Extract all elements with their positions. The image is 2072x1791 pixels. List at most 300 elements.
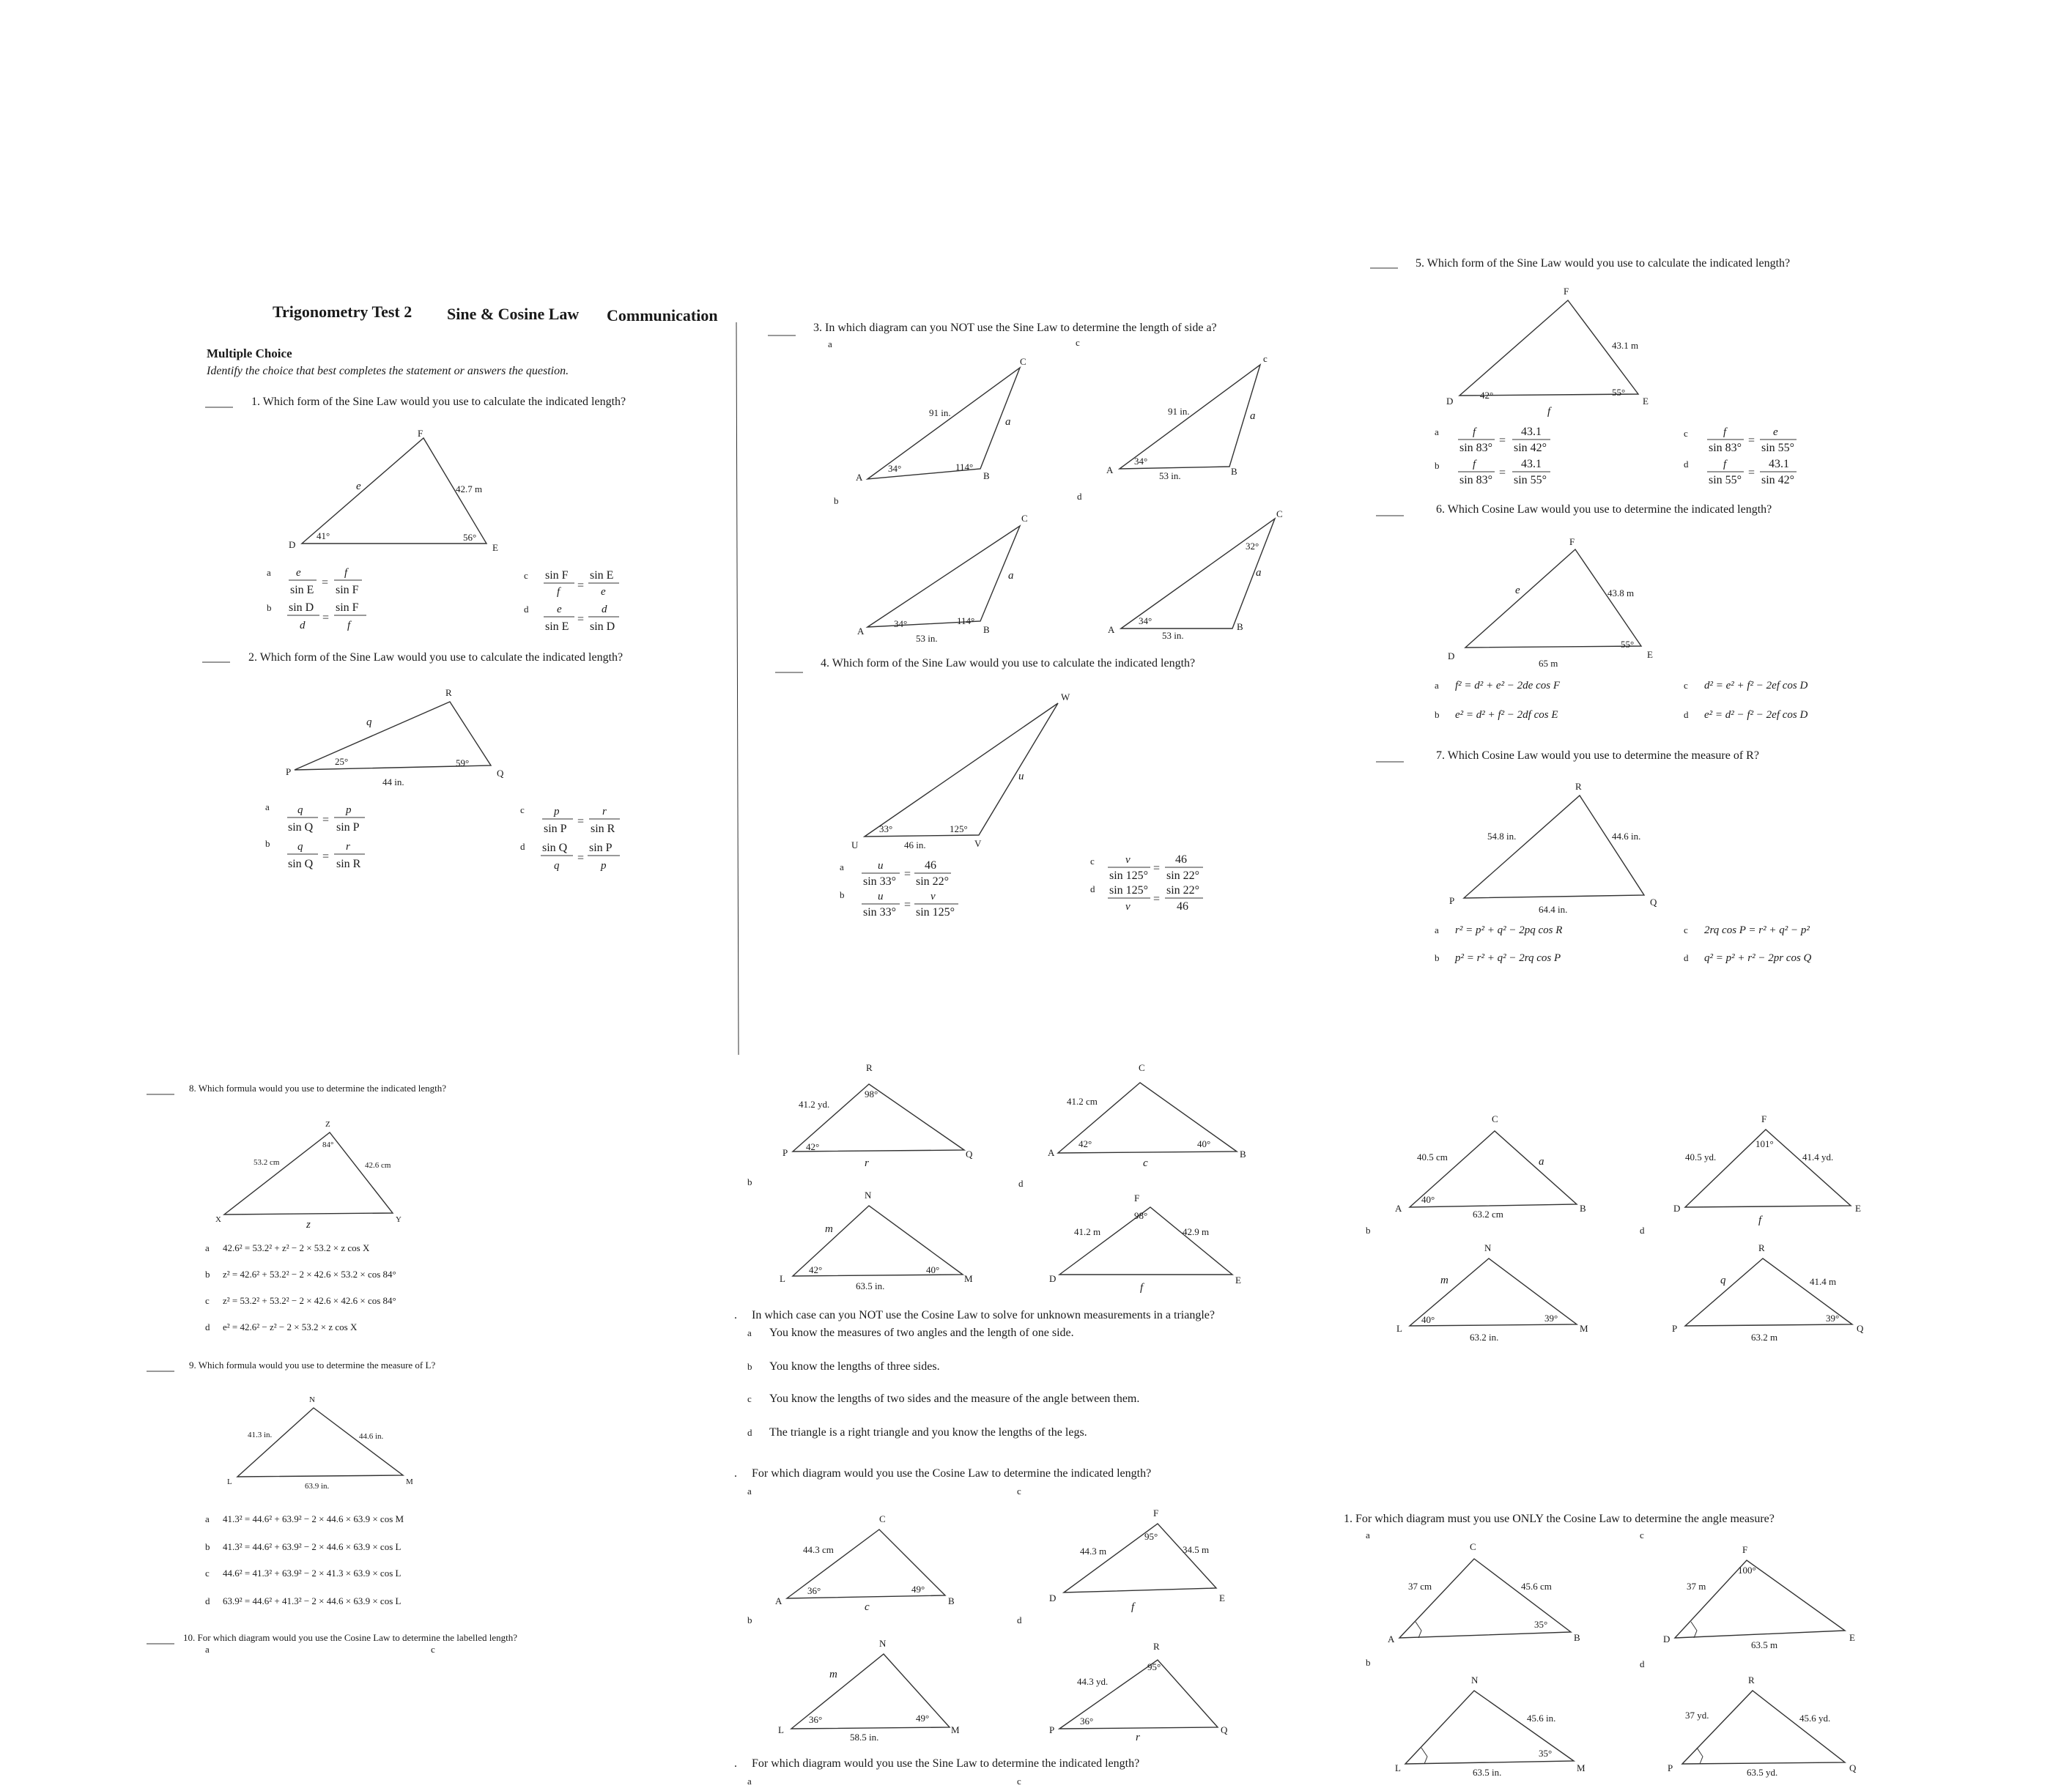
- svg-text:M: M: [1577, 1762, 1586, 1773]
- svg-text:sin 33°: sin 33°: [863, 875, 897, 888]
- svg-text:p: p: [346, 804, 352, 816]
- svg-text:c: c: [1263, 353, 1268, 364]
- svg-text:b: b: [840, 889, 845, 900]
- svg-text:P: P: [1668, 1762, 1673, 1773]
- svg-text:sin Q: sin Q: [288, 858, 314, 870]
- side-length: 53 in.: [1159, 470, 1181, 481]
- svg-text:43.1: 43.1: [1769, 458, 1789, 470]
- svg-text:sin 22°: sin 22°: [916, 875, 950, 888]
- triangle-diagram: [1675, 1560, 1845, 1638]
- svg-text:sin Q: sin Q: [288, 821, 314, 834]
- side-length: 64.4 in.: [1539, 904, 1568, 915]
- svg-text:a: a: [1435, 924, 1439, 935]
- svg-text:f: f: [557, 586, 560, 598]
- svg-text:E: E: [1235, 1275, 1241, 1286]
- svg-text:c: c: [865, 1601, 870, 1613]
- svg-text:c: c: [1684, 924, 1688, 935]
- svg-text:d: d: [1077, 491, 1082, 502]
- svg-text:b: b: [1435, 460, 1440, 471]
- question-6: [1376, 503, 1808, 721]
- svg-text:F: F: [1761, 1113, 1767, 1124]
- svg-text:B: B: [983, 470, 990, 481]
- svg-text:N: N: [865, 1190, 872, 1201]
- vertex-label: D: [289, 539, 296, 550]
- side-length: 40.5 cm: [1417, 1152, 1448, 1163]
- side-length: 53 in.: [1162, 630, 1184, 641]
- svg-text:L: L: [227, 1477, 232, 1486]
- angle-label: 25°: [335, 756, 349, 767]
- svg-text:=: =: [577, 815, 585, 828]
- svg-text:36°: 36°: [809, 1714, 823, 1725]
- svg-text:sin P: sin P: [589, 842, 613, 854]
- vertex-label: R: [445, 687, 452, 698]
- question-15: [1344, 1513, 1857, 1778]
- svg-text:c: c: [1684, 680, 1688, 691]
- svg-text:sin 125°: sin 125°: [1109, 869, 1149, 882]
- choice-c[interactable]: d² = e² + f² − 2ef cos D: [1704, 680, 1808, 691]
- svg-text:a: a: [1008, 570, 1014, 582]
- svg-text:d: d: [300, 620, 306, 631]
- side-length: 44.6 in.: [1612, 831, 1641, 842]
- svg-text:sin 125°: sin 125°: [1109, 884, 1149, 897]
- choice-d[interactable]: e² = 42.6² − z² − 2 × 53.2 × z cos X: [223, 1321, 358, 1332]
- svg-text:42°: 42°: [806, 1141, 820, 1152]
- svg-text:P: P: [1049, 1724, 1055, 1735]
- side-length: 45.6 yd.: [1799, 1713, 1831, 1724]
- svg-text:35°: 35°: [1539, 1748, 1553, 1759]
- test-title: Trigonometry Test 2: [273, 303, 412, 321]
- choice-d[interactable]: e² = d² − f² − 2ef cos D: [1704, 709, 1808, 721]
- svg-text:C: C: [1021, 513, 1028, 524]
- svg-text:sin F: sin F: [545, 569, 569, 582]
- svg-text:sin D: sin D: [289, 601, 314, 614]
- side-length: 63.5 yd.: [1747, 1767, 1778, 1778]
- svg-text:sin 125°: sin 125°: [916, 906, 955, 919]
- svg-text:sin E: sin E: [290, 584, 314, 596]
- svg-text:=: =: [1748, 467, 1755, 479]
- svg-text:B: B: [1580, 1203, 1586, 1214]
- svg-text:f: f: [1723, 426, 1727, 438]
- svg-text:c: c: [1017, 1486, 1021, 1497]
- svg-text:f: f: [1131, 1601, 1135, 1613]
- svg-text:a: a: [1539, 1156, 1544, 1168]
- svg-text:v: v: [1125, 854, 1131, 866]
- svg-text:95°: 95°: [1144, 1531, 1158, 1542]
- svg-text:Z: Z: [325, 1120, 330, 1129]
- svg-text:sin D: sin D: [590, 620, 615, 633]
- svg-text:R: R: [1153, 1641, 1160, 1652]
- angle-label: 56°: [463, 532, 477, 543]
- angle-label: 55°: [1621, 639, 1635, 650]
- choice-b[interactable]: e² = d² + f² − 2df cos E: [1455, 709, 1558, 721]
- svg-text:F: F: [1569, 536, 1575, 547]
- svg-text:Q: Q: [966, 1149, 973, 1160]
- svg-text:A: A: [1395, 1203, 1402, 1214]
- svg-text:D: D: [1673, 1203, 1681, 1214]
- question-prompt: 6. Which Cosine Law would you use to determine the indicated length?: [1436, 503, 1772, 516]
- svg-text:f: f: [1140, 1282, 1144, 1294]
- svg-text:39°: 39°: [1544, 1313, 1558, 1324]
- svg-text:A: A: [1106, 464, 1114, 475]
- svg-text:=: =: [1499, 434, 1506, 447]
- svg-text:sin F: sin F: [336, 601, 359, 614]
- svg-text:c: c: [747, 1393, 752, 1404]
- svg-text:d: d: [1684, 952, 1689, 963]
- angle-label: 114°: [955, 461, 974, 472]
- side-length: 63.5 m: [1751, 1639, 1778, 1650]
- question-prompt: 1. For which diagram must you use ONLY the Cosine Law to determine the angle measure?: [1344, 1513, 1775, 1525]
- test-section: Communication: [607, 306, 718, 325]
- side-length: 41.4 yd.: [1802, 1152, 1834, 1163]
- svg-text:40°: 40°: [1197, 1138, 1211, 1149]
- question-prompt: 5. Which form of the Sine Law would you use to calculate the indicated length?: [1416, 257, 1791, 270]
- side-length: 63.2 cm: [1473, 1209, 1503, 1220]
- svg-text:c: c: [520, 804, 525, 815]
- svg-text:C: C: [879, 1513, 886, 1524]
- svg-text:W: W: [1061, 691, 1070, 702]
- question-7: [1376, 749, 1812, 964]
- question-prompt: In which case can you NOT use the Cosine Law to solve for unknown measurements in a triangle?: [752, 1309, 1215, 1321]
- svg-text:d: d: [1684, 459, 1689, 470]
- question-prompt: For which diagram would you use the Sine Law to determine the indicated length?: [752, 1757, 1140, 1770]
- svg-text:sin 83°: sin 83°: [1459, 474, 1493, 486]
- svg-text:c: c: [1684, 428, 1688, 439]
- choice-a[interactable]: r² = p² + q² − 2pq cos R: [1455, 924, 1563, 936]
- svg-text:d: d: [520, 841, 525, 852]
- question-12: [734, 1467, 1228, 1743]
- svg-text:43.1: 43.1: [1521, 426, 1542, 438]
- choice-a[interactable]: f² = d² + e² − 2de cos F: [1455, 680, 1560, 691]
- svg-text:D: D: [1049, 1592, 1057, 1603]
- svg-text:B: B: [1574, 1632, 1580, 1643]
- svg-text:C: C: [1020, 356, 1026, 367]
- svg-text:sin 22°: sin 22°: [1166, 869, 1200, 882]
- svg-text:f: f: [347, 620, 351, 631]
- svg-text:39°: 39°: [1826, 1313, 1840, 1324]
- svg-text:e: e: [557, 604, 562, 615]
- svg-text:p: p: [601, 860, 607, 872]
- svg-text:d: d: [747, 1427, 752, 1438]
- svg-text:=: =: [904, 899, 911, 911]
- question-13: [734, 1757, 1139, 1787]
- choice-c[interactable]: 44.6² = 41.3² + 63.9² − 2 × 41.3 × 63.9 × cos L: [223, 1568, 402, 1579]
- svg-text:b: b: [834, 495, 839, 506]
- svg-text:a: a: [1250, 410, 1256, 422]
- svg-text:c: c: [205, 1568, 210, 1579]
- svg-text:r: r: [1136, 1732, 1140, 1743]
- svg-text:sin 83°: sin 83°: [1709, 442, 1742, 454]
- triangle-diagram: [1464, 796, 1644, 898]
- svg-text:L: L: [778, 1724, 784, 1735]
- side-length: 44.3 cm: [803, 1544, 834, 1555]
- svg-text:.: .: [734, 1309, 737, 1321]
- svg-text:Q: Q: [1849, 1762, 1857, 1773]
- svg-text:c: c: [1143, 1157, 1148, 1169]
- svg-text:Q: Q: [1857, 1323, 1864, 1334]
- choice-c[interactable]: 2rq cos P = r² + q² − p²: [1704, 924, 1810, 936]
- svg-text:X: X: [215, 1215, 221, 1224]
- svg-text:.: .: [734, 1467, 737, 1480]
- svg-text:F: F: [1742, 1544, 1748, 1555]
- svg-text:C: C: [1492, 1113, 1498, 1124]
- svg-text:sin 55°: sin 55°: [1709, 474, 1742, 486]
- side-length: 91 in.: [929, 407, 951, 418]
- svg-text:46: 46: [1177, 900, 1188, 913]
- triangle-diagram: [1682, 1691, 1845, 1764]
- side-length: 53.2 cm: [254, 1158, 280, 1167]
- angle-label: 84°: [322, 1141, 334, 1149]
- svg-text:a: a: [828, 338, 832, 349]
- svg-text:A: A: [1388, 1634, 1395, 1644]
- svg-text:sin 33°: sin 33°: [863, 906, 897, 919]
- svg-text:f: f: [1723, 459, 1727, 470]
- triangle-diagram: [867, 526, 1020, 627]
- svg-text:N: N: [1484, 1242, 1492, 1253]
- svg-text:B: B: [1237, 621, 1243, 632]
- svg-text:M: M: [406, 1477, 413, 1486]
- svg-text:Y: Y: [396, 1215, 402, 1224]
- svg-text:98°: 98°: [865, 1089, 878, 1100]
- svg-text:sin F: sin F: [336, 584, 359, 596]
- svg-text:Q: Q: [1221, 1724, 1228, 1735]
- svg-text:d: d: [602, 604, 607, 615]
- svg-text:m: m: [829, 1669, 837, 1680]
- side-length: 37 cm: [1408, 1581, 1432, 1592]
- svg-text:b: b: [1366, 1657, 1371, 1668]
- svg-text:=: =: [577, 852, 585, 864]
- svg-text:d: d: [1017, 1614, 1022, 1625]
- svg-text:c: c: [205, 1295, 210, 1306]
- choice-c[interactable]: z² = 53.2² + 53.2² − 2 × 42.6 × 42.6 × cos 84°: [223, 1295, 396, 1306]
- svg-text:95°: 95°: [1147, 1661, 1161, 1672]
- side-length: 44.3 yd.: [1077, 1676, 1109, 1687]
- svg-text:F: F: [1134, 1193, 1140, 1204]
- svg-text:D: D: [1446, 396, 1454, 407]
- svg-text:M: M: [964, 1273, 973, 1284]
- side-length: 44 in.: [382, 776, 404, 787]
- svg-text:B: B: [983, 624, 990, 635]
- svg-text:sin 42°: sin 42°: [1514, 442, 1547, 454]
- svg-text:a: a: [1435, 426, 1439, 437]
- svg-text:r: r: [346, 841, 350, 853]
- svg-text:49°: 49°: [911, 1584, 925, 1595]
- triangle-diagram: [1465, 549, 1641, 648]
- svg-text:f: f: [344, 567, 348, 579]
- svg-text:P: P: [1672, 1323, 1678, 1334]
- svg-text:e: e: [1773, 426, 1778, 438]
- svg-text:e: e: [601, 586, 606, 598]
- svg-text:A: A: [1048, 1147, 1055, 1158]
- svg-text:a: a: [205, 1513, 210, 1524]
- question-3: [768, 322, 1283, 644]
- svg-text:P: P: [782, 1147, 788, 1158]
- svg-text:r: r: [602, 806, 607, 817]
- svg-text:b: b: [265, 838, 270, 849]
- side-length: 41.2 m: [1074, 1226, 1101, 1237]
- svg-text:f: f: [1758, 1215, 1762, 1226]
- angle-label: 55°: [1612, 387, 1626, 398]
- svg-text:b: b: [205, 1269, 210, 1280]
- angle-label: 125°: [950, 823, 968, 834]
- svg-text:sin P: sin P: [544, 823, 567, 835]
- choice-d[interactable]: 63.9² = 44.6² + 41.3² − 2 × 44.6 × 63.9 × cos L: [223, 1595, 402, 1606]
- svg-text:E: E: [1643, 396, 1649, 407]
- choice-a[interactable]: You know the measures of two angles and the length of one side.: [769, 1327, 1074, 1339]
- side-length: 53 in.: [916, 633, 938, 644]
- choice-b[interactable]: p² = r² + q² − 2rq cos P: [1455, 952, 1561, 964]
- side-length: 34.5 m: [1183, 1544, 1210, 1555]
- choice-a[interactable]: 41.3² = 44.6² + 63.9² − 2 × 44.6 × 63.9 × cos M: [223, 1513, 404, 1524]
- svg-text:40°: 40°: [926, 1264, 940, 1275]
- svg-text:N: N: [309, 1395, 315, 1404]
- choice-b[interactable]: You know the lengths of three sides.: [769, 1360, 940, 1373]
- side-length: 41.2 yd.: [799, 1099, 830, 1110]
- svg-text:A: A: [1108, 624, 1115, 635]
- svg-text:A: A: [856, 472, 863, 483]
- side-length: 37 m: [1687, 1581, 1706, 1592]
- triangle-diagram: [224, 1132, 393, 1215]
- triangle-diagram: [1120, 365, 1260, 469]
- choice-d[interactable]: The triangle is a right triangle and you know the lengths of the legs.: [769, 1426, 1087, 1439]
- svg-text:C: C: [1139, 1062, 1145, 1073]
- vertex-label: Q: [497, 768, 504, 779]
- svg-text:36°: 36°: [807, 1585, 821, 1596]
- side-label: e: [356, 481, 361, 492]
- svg-text:L: L: [1395, 1762, 1401, 1773]
- angle-label: 59°: [456, 757, 470, 768]
- svg-text:c: c: [1090, 856, 1095, 867]
- question-8: [147, 1083, 446, 1332]
- svg-text:L: L: [780, 1273, 785, 1284]
- svg-text:40°: 40°: [1421, 1314, 1435, 1325]
- choice-c[interactable]: You know the lengths of two sides and the measure of the angle between them.: [769, 1393, 1140, 1405]
- question-prompt: 10. For which diagram would you use the Cosine Law to determine the labelled length?: [183, 1632, 517, 1643]
- side-length: 43.1 m: [1612, 340, 1639, 351]
- side-length: 41.4 m: [1810, 1276, 1837, 1287]
- svg-text:A: A: [775, 1595, 782, 1606]
- svg-text:98°: 98°: [1134, 1210, 1148, 1221]
- svg-text:b: b: [1366, 1225, 1371, 1236]
- angle-label: 114°: [957, 615, 975, 626]
- side-length: 45.6 in.: [1527, 1713, 1556, 1724]
- question-2: [202, 651, 623, 872]
- svg-text:M: M: [951, 1724, 960, 1735]
- svg-text:v: v: [930, 891, 936, 902]
- svg-text:43.1: 43.1: [1521, 458, 1542, 470]
- question-prompt: For which diagram would you use the Cosine Law to determine the indicated length?: [752, 1467, 1152, 1480]
- angle-label: 41°: [317, 530, 330, 541]
- svg-text:e: e: [1515, 585, 1520, 596]
- side-length: 63.2 in.: [1470, 1332, 1499, 1343]
- svg-text:q: q: [297, 804, 303, 816]
- answer-choices: [840, 853, 1203, 919]
- svg-text:=: =: [322, 612, 330, 624]
- svg-text:N: N: [879, 1638, 887, 1649]
- svg-text:a: a: [747, 1486, 752, 1497]
- svg-text:U: U: [851, 839, 859, 850]
- svg-text:E: E: [1849, 1632, 1855, 1643]
- svg-text:E: E: [1647, 649, 1653, 660]
- svg-text:q: q: [554, 860, 560, 872]
- choice-b[interactable]: z² = 42.6² + 53.2² − 2 × 42.6 × 53.2 × cos 84°: [223, 1269, 396, 1280]
- question-prompt: 9. Which formula would you use to determine the measure of L?: [189, 1360, 436, 1371]
- side-length: 41.3 in.: [248, 1431, 273, 1439]
- svg-text:e: e: [296, 567, 301, 579]
- side-length: 42.7 m: [456, 483, 483, 494]
- svg-text:46: 46: [925, 859, 936, 872]
- svg-text:sin 42°: sin 42°: [1761, 474, 1795, 486]
- svg-text:b: b: [747, 1176, 752, 1187]
- svg-text:V: V: [974, 838, 982, 849]
- svg-text:35°: 35°: [1534, 1619, 1548, 1630]
- svg-text:q: q: [297, 841, 303, 853]
- svg-text:u: u: [878, 860, 884, 872]
- choice-d[interactable]: q² = p² + r² − 2pr cos Q: [1704, 952, 1812, 964]
- svg-text:=: =: [1153, 893, 1161, 905]
- svg-text:c: c: [1017, 1776, 1021, 1787]
- svg-text:42°: 42°: [1078, 1138, 1092, 1149]
- svg-text:c: c: [1640, 1529, 1644, 1540]
- question-5: [1370, 257, 1797, 486]
- svg-text:E: E: [1855, 1203, 1861, 1214]
- svg-text:sin Q: sin Q: [542, 842, 568, 854]
- svg-text:a: a: [267, 567, 271, 578]
- svg-text:Q: Q: [1650, 897, 1657, 908]
- choice-b[interactable]: 41.3² = 44.6² + 63.9² − 2 × 44.6 × 63.9 × cos L: [223, 1541, 402, 1552]
- svg-text:p: p: [554, 806, 560, 817]
- triangle-diagram: [1121, 519, 1275, 628]
- svg-text:R: R: [1758, 1242, 1765, 1253]
- side-length: 43.8 m: [1607, 587, 1635, 598]
- svg-text:F: F: [1153, 1508, 1159, 1519]
- svg-text:R: R: [866, 1062, 873, 1073]
- answer-choices: [1435, 426, 1797, 486]
- side-length: 65 m: [1539, 658, 1558, 669]
- triangle-diagram: [865, 703, 1058, 837]
- svg-text:C: C: [1470, 1541, 1476, 1552]
- svg-text:F: F: [1564, 286, 1569, 297]
- svg-text:R: R: [1748, 1675, 1755, 1686]
- svg-text:R: R: [1575, 781, 1582, 792]
- svg-text:42°: 42°: [809, 1264, 823, 1275]
- svg-text:40°: 40°: [1421, 1194, 1435, 1205]
- svg-text:.: .: [734, 1757, 737, 1770]
- side-length: 40.5 yd.: [1685, 1152, 1717, 1163]
- angle-label: 34°: [1134, 456, 1148, 467]
- svg-text:sin P: sin P: [336, 821, 360, 834]
- svg-text:c: c: [1076, 337, 1080, 348]
- svg-text:d: d: [1684, 709, 1689, 720]
- svg-text:d: d: [1640, 1658, 1645, 1669]
- svg-text:d: d: [205, 1321, 210, 1332]
- svg-text:=: =: [1153, 862, 1161, 875]
- svg-text:L: L: [1396, 1323, 1402, 1334]
- svg-text:D: D: [1448, 650, 1455, 661]
- svg-text:f: f: [1547, 406, 1551, 418]
- side-length: 45.6 cm: [1521, 1581, 1552, 1592]
- choice-a[interactable]: 42.6² = 53.2² + z² − 2 × 53.2 × z cos X: [223, 1242, 370, 1253]
- triangle-diagram: [1064, 1524, 1216, 1592]
- svg-text:m: m: [1440, 1275, 1448, 1286]
- svg-text:N: N: [1471, 1675, 1479, 1686]
- svg-text:=: =: [577, 579, 585, 592]
- svg-text:=: =: [322, 576, 329, 589]
- svg-text:D: D: [1663, 1634, 1670, 1644]
- question-4: [775, 657, 1203, 919]
- svg-text:a: a: [1435, 680, 1439, 691]
- svg-text:49°: 49°: [916, 1713, 930, 1724]
- svg-text:u: u: [1018, 771, 1024, 782]
